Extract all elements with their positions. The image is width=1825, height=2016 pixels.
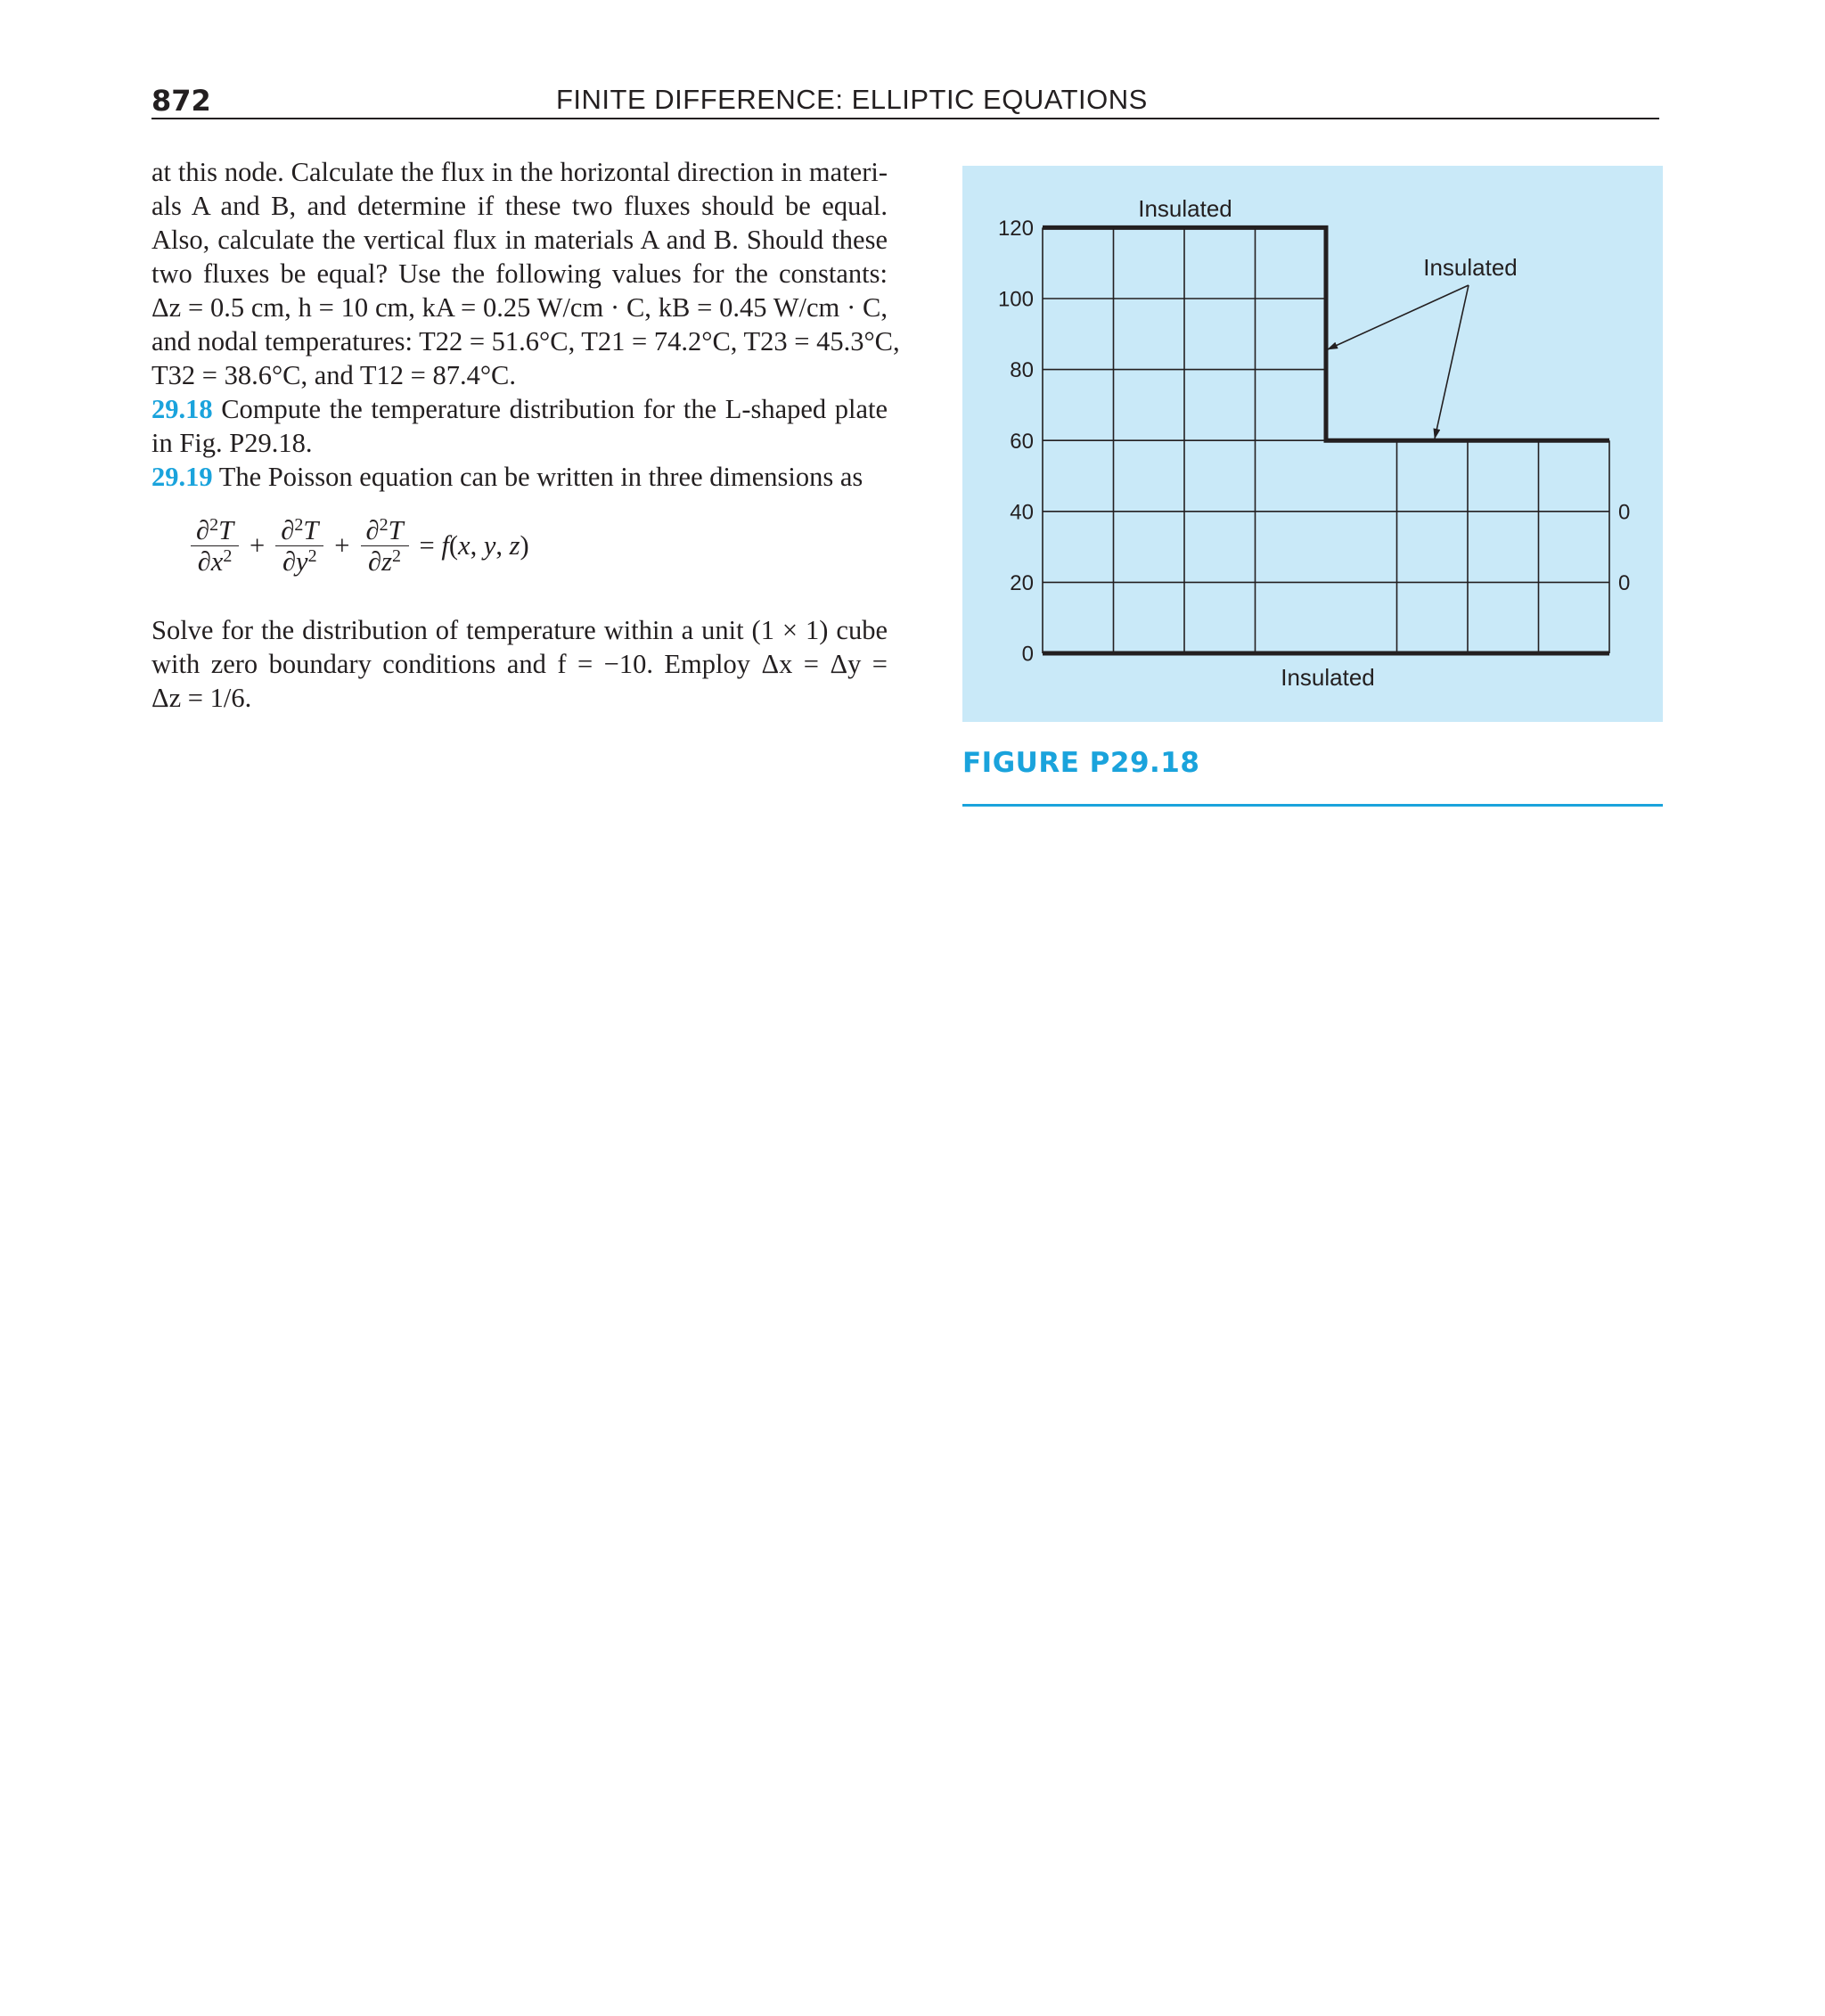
body-text-2 xyxy=(151,613,888,715)
text-line: Also, calculate the vertical flux in materials A and B. Should these xyxy=(151,225,888,255)
body-text xyxy=(151,155,900,494)
y-tick-label: 20 xyxy=(1010,571,1034,595)
figure-panel xyxy=(962,166,1663,722)
insulated-bottom-label: Insulated xyxy=(1281,664,1375,691)
insulated-upper-boundary xyxy=(1043,227,1609,440)
y-tick-label: 0 xyxy=(1021,642,1034,667)
y-tick-label: 120 xyxy=(997,217,1034,241)
figure-caption: FIGURE P29.18 xyxy=(962,747,1200,779)
fraction-x: $\frac{\partial^2T}{\partial x^2}$ xyxy=(191,515,239,577)
boundary-value-label: 0 xyxy=(1618,500,1631,525)
problem-29-18-line1 xyxy=(151,392,888,426)
y-tick-label: 40 xyxy=(1010,500,1034,525)
text-line: with zero boundary conditions and f = −10. Employ Δx = Δy = xyxy=(151,649,888,679)
text-line: als A and B, and determine if these two fluxes should be equal. xyxy=(151,191,888,221)
running-head: FINITE DIFFERENCE: ELLIPTIC EQUATIONS xyxy=(556,84,1148,115)
l-shaped-plate-diagram xyxy=(962,166,1663,722)
y-tick-label: 60 xyxy=(1010,429,1034,454)
problem-number: 29.18 xyxy=(151,394,213,424)
y-axis-labels xyxy=(998,217,1034,667)
text-line: Δz = 0.5 cm, h = 10 cm, kA = 0.25 W/cm · C, kB = 0.45 W/cm · C, xyxy=(151,292,888,323)
text-line: two fluxes be equal? Use the following values for the constants: xyxy=(151,258,888,289)
fraction-z: $\frac{\partial^2T}{\partial z^2}$ xyxy=(361,515,409,577)
text-line: T32 = 38.6°C, and T12 = 87.4°C. xyxy=(151,360,516,390)
poisson-equation: $\frac{\partial^2T}{\partial x^2}$ + $\frac{\partial^2T}{\partial y^2}$ + $\frac{\partial^2T}{\partial z^2}$ = f(x, y, z) xyxy=(187,515,536,577)
page-number: 872 xyxy=(151,84,211,118)
problem-text: Compute the temperature distribution for the L-shaped plate xyxy=(221,394,888,424)
y-tick-label: 100 xyxy=(997,287,1034,312)
leader-arrow-vertical-wall xyxy=(1328,285,1469,349)
insulated-top-label: Insulated xyxy=(1138,195,1232,222)
problem-text: The Poisson equation can be written in three dimensions as xyxy=(218,462,863,492)
text-line: and nodal temperatures: T22 = 51.6°C, T21 = 74.2°C, T23 = 45.3°C, xyxy=(151,326,900,356)
text-line: at this node. Calculate the flux in the horizontal direction in materi- xyxy=(151,157,888,187)
text-line: Δz = 1/6. xyxy=(151,683,252,713)
y-tick-label: 80 xyxy=(1010,358,1034,383)
right-boundary-labels xyxy=(1618,500,1630,595)
problem-number: 29.19 xyxy=(151,462,213,492)
fraction-y: $\frac{\partial^2T}{\partial y^2}$ xyxy=(275,515,323,577)
header-rule xyxy=(151,118,1659,119)
boundary-value-label: 0 xyxy=(1618,571,1631,595)
leader-arrow-step-top xyxy=(1435,285,1469,438)
figure-caption-rule xyxy=(962,804,1663,807)
text-line: Solve for the distribution of temperature within a unit (1 × 1) cube xyxy=(151,615,888,645)
problem-29-19-line1 xyxy=(151,460,888,494)
insulated-step-label: Insulated xyxy=(1423,254,1518,281)
problem-29-18-line2: in Fig. P29.18. xyxy=(151,428,313,458)
